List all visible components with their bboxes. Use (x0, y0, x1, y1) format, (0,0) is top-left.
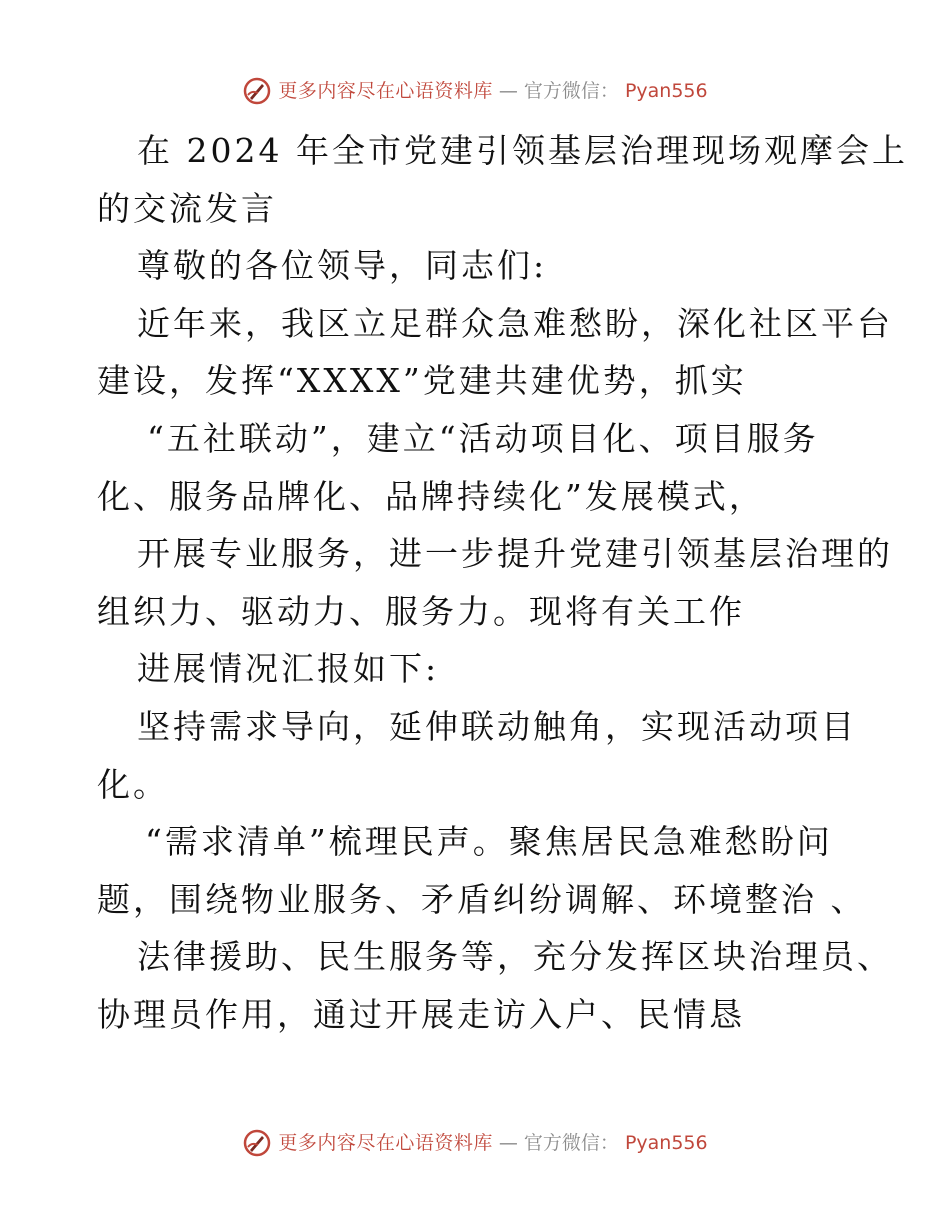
watermark-official-label: 官方微信： (523, 80, 619, 102)
watermark-official-label: 官方微信： (523, 1132, 619, 1154)
salutation: 尊敬的各位领导，同志们: (137, 246, 548, 286)
paragraph-line: 近年来，我区立足群众急难愁盼，深化社区平台 (137, 303, 893, 343)
watermark-text: 更多内容尽在心语资料库 (278, 1132, 493, 1154)
paragraph-line: 进展情况汇报如下: (137, 649, 440, 689)
paragraph-line: “五社联动”，建立“活动项目化、项目服务 (147, 418, 819, 458)
document-body (97, 122, 908, 1044)
quill-circle-icon (242, 1128, 272, 1158)
footer-watermark (0, 1128, 950, 1158)
paragraph-line: “需求清单”梳理民声。聚焦居民急难愁盼问 (145, 822, 833, 862)
watermark-text: 更多内容尽在心语资料库 (278, 80, 493, 102)
paragraph-line: 题，围绕物业服务、矛盾纠纷调解、环境整治 、 (97, 879, 867, 919)
title-line-1: 在 2024 年全市党建引领基层治理现场观摩会上 (137, 131, 908, 170)
watermark-dash: — (498, 1132, 518, 1154)
paragraph-line: 协理员作用，通过开展走访入户、民情恳 (97, 994, 745, 1034)
header-watermark (0, 76, 950, 106)
section-heading-line: 化。 (97, 764, 169, 804)
paragraph-line: 建设，发挥“XXXX”党建共建优势，抓实 (97, 361, 747, 401)
paragraph-line: 开展专业服务，进一步提升党建引领基层治理的 (137, 534, 893, 574)
paragraph-line: 组织力、驱动力、服务力。现将有关工作 (97, 591, 745, 631)
watermark-account: Pyan556 (624, 1132, 708, 1154)
section-heading-line: 坚持需求导向，延伸联动触角，实现活动项目 (137, 706, 857, 746)
paragraph-line: 法律援助、民生服务等，充分发挥区块治理员、 (137, 937, 893, 977)
watermark-dash: — (498, 80, 518, 102)
title-line-2: 的交流发言 (97, 188, 277, 228)
quill-circle-icon (242, 76, 272, 106)
paragraph-line: 化、服务品牌化、品牌持续化”发展模式， (97, 476, 765, 516)
watermark-account: Pyan556 (624, 80, 708, 102)
